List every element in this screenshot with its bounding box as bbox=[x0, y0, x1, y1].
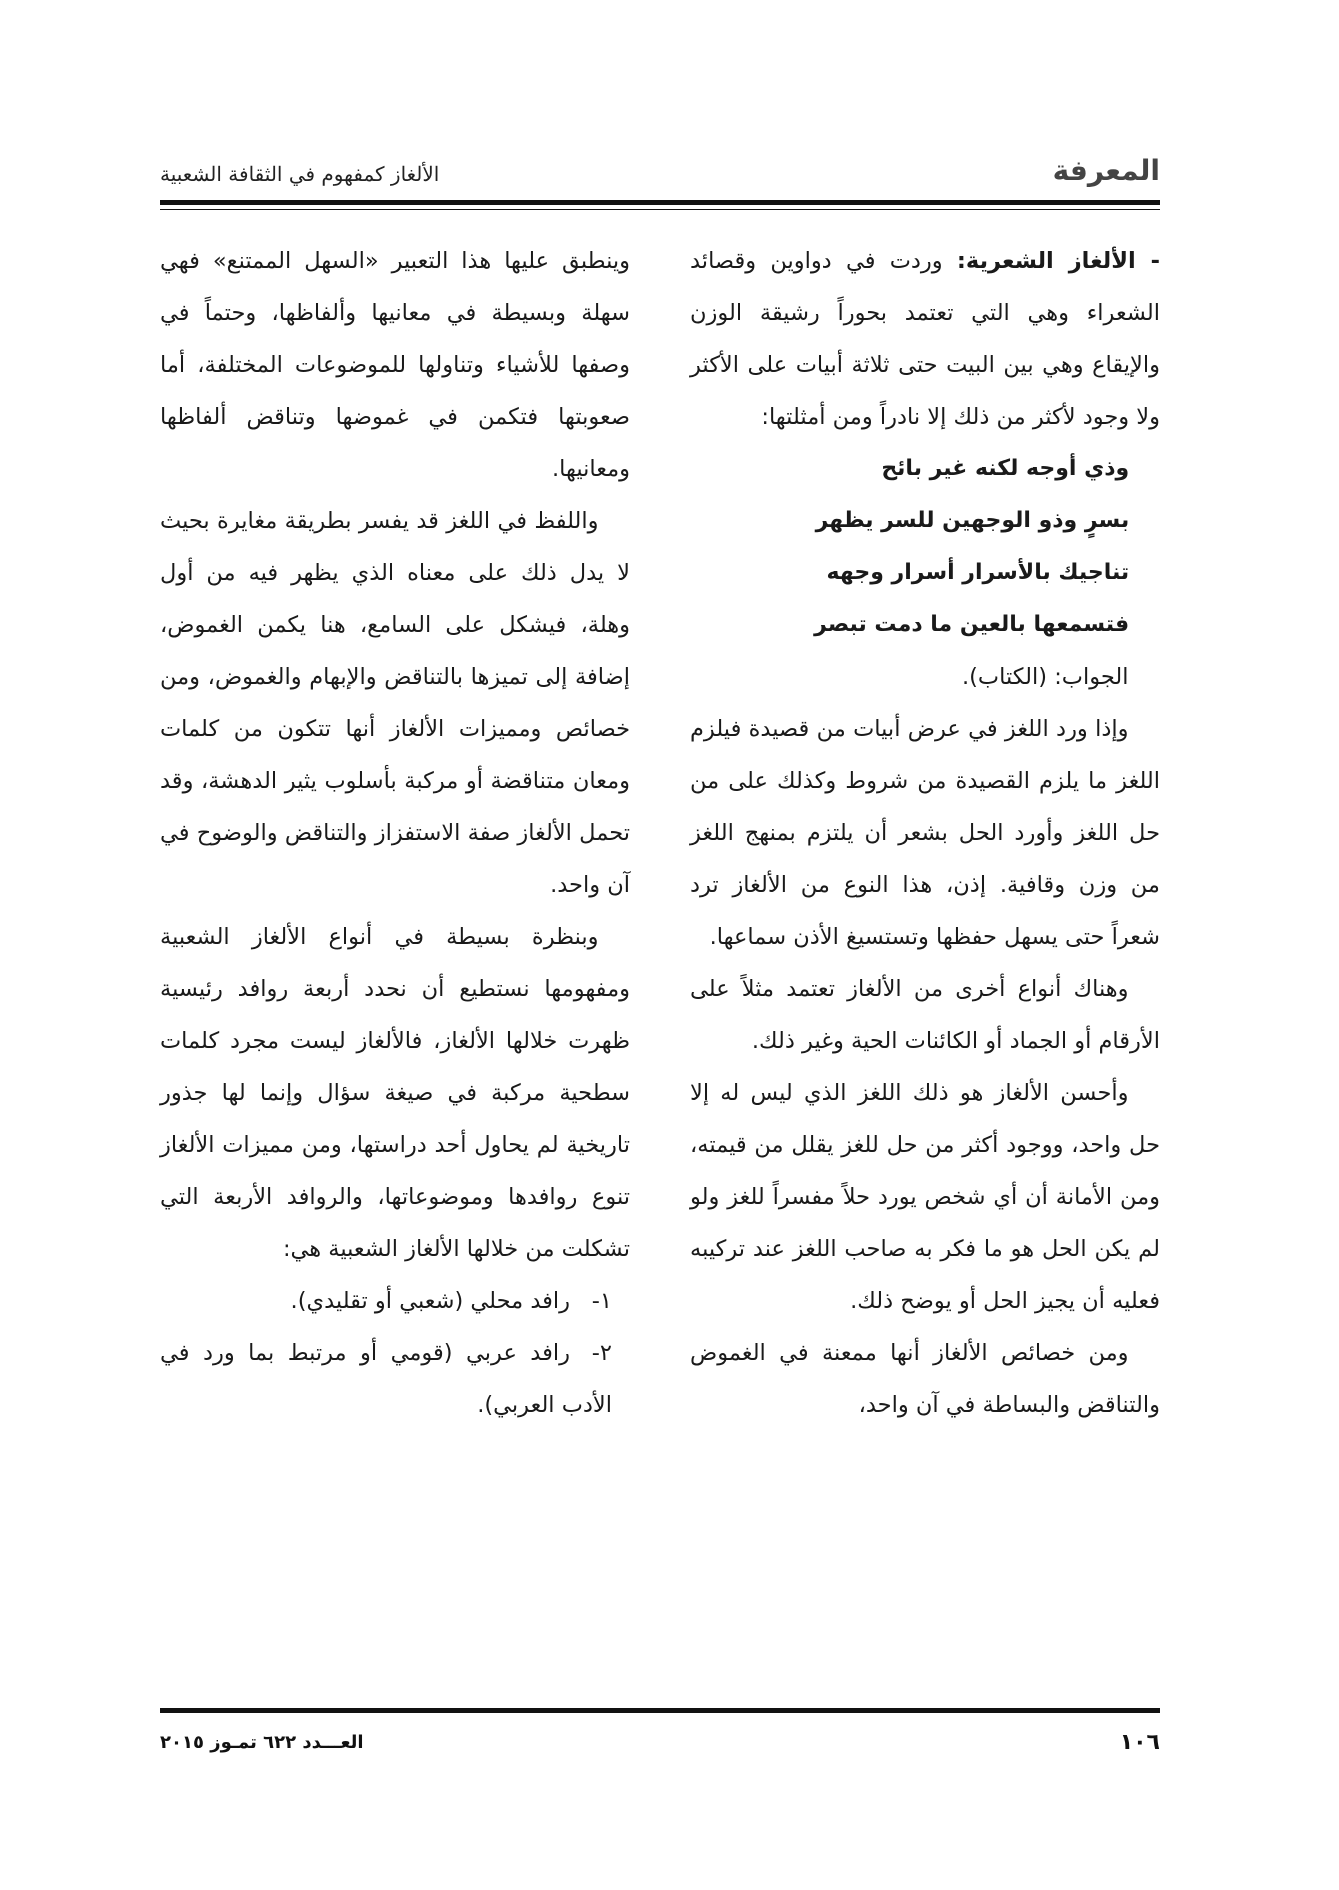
poem-line: فتسمعها بالعين ما دمت تبصر bbox=[814, 612, 1130, 637]
paragraph: واللفظ في اللغز قد يفسر بطريقة مغايرة بحيث لا يدل ذلك على معناه الذي يظهر فيه من أول وهلة، فيشكل على السامع، هنا يكمن الغموض، إضافة إلى تميزها بالتناقض والإبهام والغموض، ومن خصائص ومميزات الألغاز أنها تتكون من كلمات ومعان متناقضة أو مركبة بأسلوب يثير الدهشة، وقد تحمل الألغاز صفة الاستفزاز والتناقض والوضوح في آن واحد. bbox=[160, 508, 630, 898]
page-footer bbox=[160, 1730, 1160, 1760]
list-text: رافد محلي (شعبي أو تقليدي). bbox=[290, 1288, 570, 1314]
paragraph: ومن خصائص الألغاز أنها ممعنة في الغموض والتناقض والبساطة في آن واحد، bbox=[690, 1340, 1160, 1418]
page-header bbox=[160, 150, 1160, 200]
list-number: ١- bbox=[591, 1288, 612, 1314]
column-left bbox=[160, 235, 630, 1670]
header-rule-thin bbox=[160, 209, 1160, 210]
poem-line: تناجيك بالأسرار أسرار وجهه bbox=[826, 560, 1130, 585]
paragraph: وأحسن الألغاز هو ذلك اللغز الذي ليس له إلا حل واحد، ووجود أكثر من حل للغز يقلل من قيمته، ومن الأمانة أن أي شخص يورد حلاً مفسراً للغز ولو لم يكن الحل هو ما فكر به صاحب اللغز عند تركيبه فعليه أن يجيز الحل أو يوضح ذلك. bbox=[690, 1080, 1160, 1314]
header-rule bbox=[160, 200, 1160, 205]
poem-line: بسرٍ وذو الوجهين للسر يظهر bbox=[815, 508, 1130, 533]
list-text: رافد عربي (قومي أو مرتبط بما ورد في الأدب العربي). bbox=[160, 1340, 612, 1418]
list-item bbox=[160, 1327, 630, 1431]
footer-rule bbox=[160, 1708, 1160, 1713]
list-item bbox=[160, 1275, 630, 1327]
paragraph: وهناك أنواع أخرى من الألغاز تعتمد مثلاً على الأرقام أو الجماد أو الكائنات الحية وغير ذلك. bbox=[690, 976, 1160, 1054]
column-right bbox=[690, 235, 1160, 1670]
poem-line: وذي أوجه لكنه غير بائح bbox=[881, 456, 1130, 481]
paragraph: وبنظرة بسيطة في أنواع الألغاز الشعبية ومفهومها نستطيع أن نحدد أربعة روافد رئيسية ظهرت خلالها الألغاز، فالألغاز ليست مجرد كلمات سطحية مركبة في صيغة سؤال وإنما لها جذور تاريخية لم يحاول أحد دراستها، ومن مميزات الألغاز تنوع روافدها وموضوعاتها، والروافد الأربعة التي تشكلت من خلالها الألغاز الشعبية هي: bbox=[160, 924, 630, 1262]
paragraph bbox=[690, 235, 1160, 443]
paragraph: وينطبق عليها هذا التعبير «السهل الممتنع» فهي سهلة وبسيطة في معانيها وألفاظها، وحتماً في وصفها للأشياء وتناولها للموضوعات المختلفة، أما صعوبتها فتكمن في غموضها وتناقض ألفاظها ومعانيها. bbox=[160, 248, 630, 482]
answer-line: الجواب: (الكتاب). bbox=[962, 664, 1129, 690]
paragraph-text: وردت في دواوين وقصائد الشعراء وهي التي تعتمد بحوراً رشيقة الوزن والإيقاع وهي بين البيت حتى ثلاثة أبيات على الأكثر ولا وجود لأكثر من ذلك إلا نادراً ومن أمثلتها: bbox=[690, 248, 1160, 430]
list-number: ٢- bbox=[591, 1340, 612, 1366]
issue-info: العـــدد ٦٢٢ تمـوز ٢٠١٥ bbox=[160, 1732, 364, 1753]
running-title: الألغاز كمفهوم في الثقافة الشعبية bbox=[160, 162, 440, 186]
paragraph: وإذا ورد اللغز في عرض أبيات من قصيدة فيلزم اللغز ما يلزم القصيدة من شروط وكذلك على من حل اللغز وأورد الحل بشعر أن يلتزم بمنهج اللغز من وزن وقافية. إذن، هذا النوع من الألغاز ترد شعراً حتى يسهل حفظها وتستسيغ الأذن سماعها. bbox=[690, 716, 1160, 950]
article-body bbox=[160, 235, 1160, 1670]
magazine-logo: المعرفة bbox=[1052, 154, 1160, 187]
section-lead: - الألغاز الشعرية: bbox=[956, 248, 1160, 274]
page bbox=[160, 140, 1160, 1760]
page-number: ١٠٦ bbox=[1119, 1730, 1160, 1755]
